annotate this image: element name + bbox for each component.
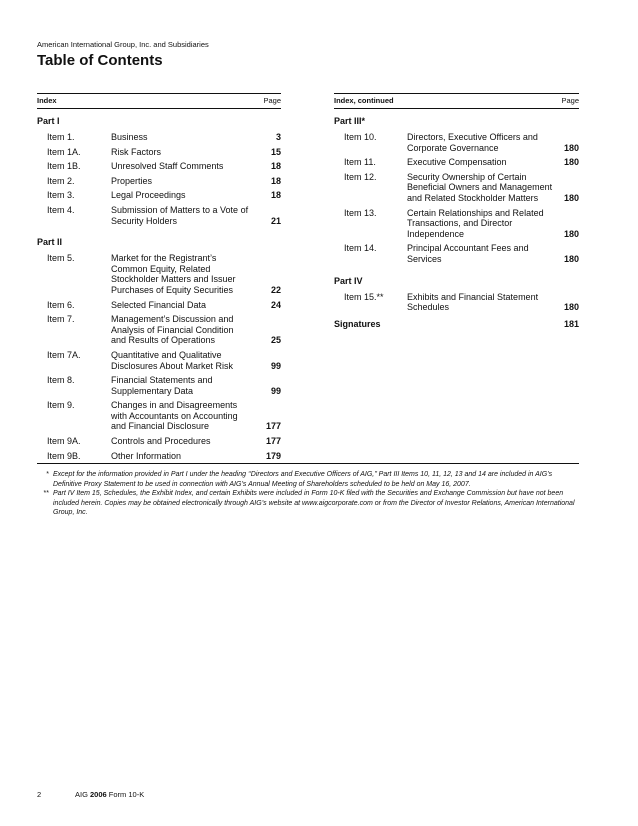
toc-item-title: Controls and Procedures — [111, 436, 211, 447]
toc-entry[interactable] — [334, 243, 579, 264]
index-label: Index — [37, 96, 57, 105]
footer-form: Form 10-K — [108, 790, 145, 799]
toc-entry[interactable] — [37, 400, 281, 432]
toc-item-page: 18 — [270, 175, 281, 186]
toc-item-page: 24 — [270, 299, 281, 310]
toc-entry[interactable] — [37, 314, 281, 346]
toc-item-title: Directors, Executive Officers and Corporate Governance — [407, 132, 538, 153]
page-label: Page — [263, 96, 281, 105]
toc-item-page: 18 — [270, 161, 281, 172]
toc-item-number: Item 1. — [47, 132, 75, 142]
toc-item-page: 180 — [563, 228, 579, 239]
footnote — [37, 470, 577, 489]
toc-item-title: Legal Proceedings — [111, 190, 186, 201]
page-label: Page — [561, 96, 579, 105]
toc-entry[interactable] — [334, 172, 579, 204]
toc-item-number: Item 5. — [47, 253, 75, 264]
toc-item-title: Selected Financial Data — [111, 299, 207, 310]
toc-item-number: Item 14. — [344, 243, 377, 254]
toc-item-number: Item 7A. — [47, 349, 81, 360]
toc-item-page: 15 — [270, 146, 281, 157]
toc-entry[interactable] — [37, 190, 281, 201]
toc-list-part2 — [37, 253, 281, 461]
toc-item-page: 180 — [563, 157, 579, 168]
toc-entry[interactable] — [334, 292, 579, 313]
toc-entry[interactable] — [37, 161, 281, 172]
toc-item-title: Risk Factors — [111, 146, 162, 157]
part-heading: Part II — [37, 237, 63, 248]
toc-item-title: Security Ownership of Certain Beneficial Owners and Management and Related Stockholder Matters — [407, 171, 553, 203]
footnote-mark: * — [46, 471, 49, 478]
toc-item-number: Item 9B. — [47, 450, 81, 461]
toc-item-title: Business — [111, 132, 148, 142]
signatures-label: Signatures — [334, 318, 381, 329]
toc-entry[interactable] — [334, 157, 579, 168]
part-heading: Part III* — [334, 116, 366, 126]
toc-entry[interactable] — [334, 132, 579, 153]
toc-item-page: 180 — [563, 253, 579, 264]
toc-item-title: Quantitative and Qualitative Disclosures About Market Risk — [111, 349, 234, 371]
footer-year: 2006 — [90, 790, 107, 799]
toc-item-number: Item 10. — [344, 132, 377, 142]
toc-item-page: 180 — [563, 302, 579, 313]
toc-entry[interactable] — [334, 208, 579, 240]
toc-entry[interactable] — [37, 350, 281, 371]
toc-item-page: 180 — [563, 192, 579, 203]
toc-entry[interactable] — [37, 253, 281, 295]
toc-left-column — [37, 93, 281, 461]
toc-entry[interactable] — [37, 147, 281, 158]
index-label: Index, continued — [334, 96, 394, 105]
part-heading: Part IV — [334, 275, 363, 286]
toc-item-number: Item 1B. — [47, 161, 81, 172]
toc-item-page: 99 — [270, 385, 281, 396]
signatures-entry[interactable] — [334, 319, 579, 329]
footer-company: AIG — [75, 790, 88, 799]
toc-item-number: Item 9A. — [47, 436, 81, 447]
toc-item-title: Financial Statements and Supplementary Data — [111, 375, 213, 396]
toc-item-page: 180 — [563, 142, 579, 153]
toc-item-title: Certain Relationships and Related Transactions, and Director Independence — [407, 207, 544, 239]
signatures-page: 181 — [563, 318, 579, 329]
toc-item-number: Item 8. — [47, 375, 75, 386]
toc-item-page: 3 — [275, 132, 281, 142]
notes-divider — [37, 463, 579, 464]
toc-right-column — [334, 93, 579, 329]
toc-entry[interactable] — [37, 205, 281, 226]
toc-item-number: Item 9. — [47, 400, 75, 411]
toc-item-title: Principal Accountant Fees and Services — [407, 243, 529, 264]
toc-item-page: 179 — [265, 450, 281, 461]
footnotes — [37, 470, 577, 518]
toc-item-number: Item 1A. — [47, 146, 81, 157]
toc-item-page: 177 — [265, 436, 281, 447]
toc-item-title: Executive Compensation — [407, 157, 507, 168]
page-number: 2 — [37, 790, 42, 799]
toc-item-number: Item 7. — [47, 314, 75, 325]
toc-entry[interactable] — [37, 436, 281, 447]
toc-entry[interactable] — [37, 300, 281, 311]
toc-item-number: Item 2. — [47, 175, 75, 186]
footnote-text: Except for the information provided in Part I under the heading ‘‘Directors and Executive Officers of AIG,’’ Part III Items 10, 11, 12, 13 and 14 are included in AIG’s Definitive Proxy Statement to be used in connection with AIG’s Annual Meeting of Shareholders scheduled to be held on May 16, 2007. — [53, 471, 553, 488]
toc-item-page: 177 — [265, 421, 281, 432]
toc-item-title: Other Information — [111, 450, 182, 461]
toc-item-number: Item 3. — [47, 190, 75, 201]
toc-item-page: 18 — [270, 190, 281, 201]
page-footer — [37, 790, 144, 799]
page-title: Table of Contents — [37, 52, 163, 69]
toc-entry[interactable] — [37, 132, 281, 143]
footnote-mark: ** — [43, 490, 49, 498]
column-header — [37, 93, 281, 109]
toc-item-title: Unresolved Staff Comments — [111, 161, 224, 172]
toc-item-page: 25 — [270, 335, 281, 346]
toc-item-page: 22 — [270, 284, 281, 295]
toc-item-page: 21 — [270, 215, 281, 226]
footer-brand — [75, 790, 144, 799]
toc-item-number: Item 13. — [344, 207, 377, 218]
toc-item-title: Submission of Matters to a Vote of Security Holders — [111, 204, 249, 226]
toc-list-part1 — [37, 132, 281, 226]
toc-item-title: Changes in and Disagreements with Accountants on Accounting and Financial Disclosure — [111, 400, 238, 432]
footnote-text: Part IV Item 15, Schedules, the Exhibit Index, and certain Exhibits were included in Form 10-K filed with the Securities and Exchange Commission but have not been included herein. Copies may be obtained electronically through AIG’s website at www.aigcorporate.com or from the Director of Investor Relations, American International Group, Inc. — [53, 490, 575, 517]
toc-list-part3 — [334, 132, 579, 265]
toc-item-page: 99 — [270, 360, 281, 371]
toc-entry[interactable] — [37, 176, 281, 187]
toc-item-title: Management’s Discussion and Analysis of Financial Condition and Results of Operations — [111, 314, 234, 346]
part-heading: Part I — [37, 116, 60, 126]
column-header — [334, 93, 579, 109]
toc-item-number: Item 6. — [47, 299, 75, 310]
toc-item-title: Exhibits and Financial Statement Schedules — [407, 291, 539, 313]
toc-item-title: Market for the Registrant’s Common Equity, Related Stockholder Matters and Issuer Purchases of Equity Securities — [111, 253, 236, 295]
toc-entry[interactable] — [37, 375, 281, 396]
footnote — [37, 489, 577, 518]
company-name: American International Group, Inc. and Subsidiaries — [37, 40, 209, 49]
toc-list-part4 — [334, 292, 579, 313]
toc-item-number: Item 4. — [47, 204, 75, 215]
toc-item-number: Item 12. — [344, 171, 377, 182]
toc-item-title: Properties — [111, 175, 153, 186]
toc-item-number: Item 11. — [344, 157, 376, 168]
toc-item-number: Item 15.** — [344, 291, 384, 302]
toc-entry[interactable] — [37, 451, 281, 462]
